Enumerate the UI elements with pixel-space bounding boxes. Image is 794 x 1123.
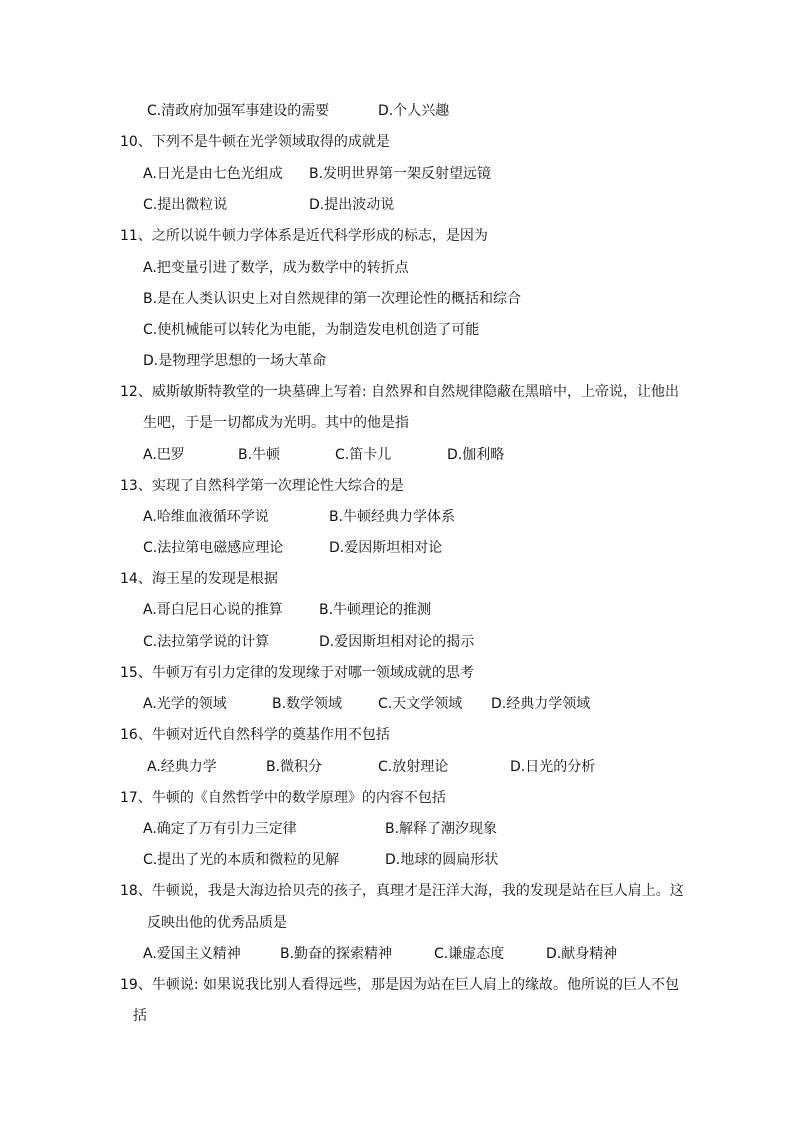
q9-option-c: C.清政府加强军事建设的需要 — [147, 103, 330, 119]
q13-option-b: B.牛顿经典力学体系 — [329, 509, 456, 525]
question-12-stem-line-2: 生吧，于是一切都成为光明。其中的他是指 — [143, 415, 409, 431]
question-19-stem-line-2: 括 — [133, 1008, 147, 1024]
q14-option-a: A.哥白尼日心说的推算 — [143, 602, 283, 618]
q18-option-a: A.爱国主义精神 — [143, 946, 241, 962]
q10-option-a: A.日光是由七色光组成 — [143, 166, 283, 182]
question-19-stem-line-1: 19、牛顿说: 如果说我比别人看得远些，那是因为站在巨人肩上的缘故。他所说的巨人不包 — [120, 977, 679, 993]
q12-option-a: A.巴罗 — [143, 447, 185, 463]
q15-option-c: C.天文学领域 — [378, 696, 463, 712]
q12-option-c: C.笛卡儿 — [335, 447, 392, 463]
question-16-stem: 16、牛顿对近代自然科学的奠基作用不包括 — [120, 727, 390, 743]
question-14-stem: 14、海王星的发现是根据 — [120, 571, 278, 587]
q18-option-b: B.勤奋的探索精神 — [280, 946, 393, 962]
q13-option-a: A.哈维血液循环学说 — [143, 509, 269, 525]
q10-option-d: D.提出波动说 — [309, 197, 395, 213]
q14-option-c: C.法拉第学说的计算 — [143, 634, 270, 650]
q17-option-a: A.确定了万有引力三定律 — [143, 821, 297, 837]
q11-option-c: C.使机械能可以转化为电能，为制造发电机创造了可能 — [143, 322, 480, 338]
question-13-stem: 13、实现了自然科学第一次理论性大综合的是 — [120, 478, 404, 494]
question-15-stem: 15、牛顿万有引力定律的发现缘于对哪一领域成就的思考 — [120, 665, 474, 681]
question-12-stem-line-1: 12、威斯敏斯特教堂的一块墓碑上写着: 自然界和自然规律隐蔽在黑暗中，上帝说，让他出 — [120, 384, 679, 400]
q15-option-d: D.经典力学领域 — [491, 696, 591, 712]
q17-option-d: D.地球的圆扁形状 — [385, 852, 499, 868]
q9-option-d: D.个人兴趣 — [378, 103, 450, 119]
q12-option-d: D.伽利略 — [447, 447, 505, 463]
question-18-stem-line-1: 18、牛顿说，我是大海边拾贝壳的孩子，真理才是汪洋大海，我的发现是站在巨人肩上。这 — [120, 883, 684, 899]
q11-option-b: B.是在人类认识史上对自然规律的第一次理论性的概括和综合 — [143, 291, 522, 307]
q16-option-a: A.经典力学 — [147, 759, 217, 775]
q18-option-d: D.献身精神 — [546, 946, 618, 962]
q11-option-a: A.把变量引进了数学，成为数学中的转折点 — [143, 260, 409, 276]
q12-option-b: B.牛顿 — [238, 447, 281, 463]
question-17-stem: 17、牛顿的《自然哲学中的数学原理》的内容不包括 — [120, 790, 446, 806]
q17-option-c: C.提出了光的本质和微粒的见解 — [143, 852, 340, 868]
q14-option-b: B.牛顿理论的推测 — [319, 602, 432, 618]
q13-option-d: D.爱因斯坦相对论 — [329, 540, 443, 556]
q15-option-b: B.数学领域 — [272, 696, 343, 712]
q18-option-c: C.谦虚态度 — [434, 946, 505, 962]
question-18-stem-line-2: 反映出他的优秀品质是 — [147, 915, 287, 931]
q17-option-b: B.解释了潮汐现象 — [385, 821, 498, 837]
q14-option-d: D.爱因斯坦相对论的揭示 — [319, 634, 475, 650]
q11-option-d: D.是物理学思想的一场大革命 — [143, 353, 327, 369]
q16-option-d: D.日光的分析 — [510, 759, 596, 775]
question-10-stem: 10、下列不是牛顿在光学领域取得的成就是 — [120, 134, 390, 150]
q16-option-b: B.微积分 — [266, 759, 323, 775]
q16-option-c: C.放射理论 — [378, 759, 449, 775]
question-11-stem: 11、之所以说牛顿力学体系是近代科学形成的标志，是因为 — [120, 228, 488, 244]
q15-option-a: A.光学的领域 — [143, 696, 227, 712]
q10-option-c: C.提出微粒说 — [143, 197, 228, 213]
q13-option-c: C.法拉第电磁感应理论 — [143, 540, 284, 556]
q10-option-b: B.发明世界第一架反射望远镜 — [309, 166, 492, 182]
